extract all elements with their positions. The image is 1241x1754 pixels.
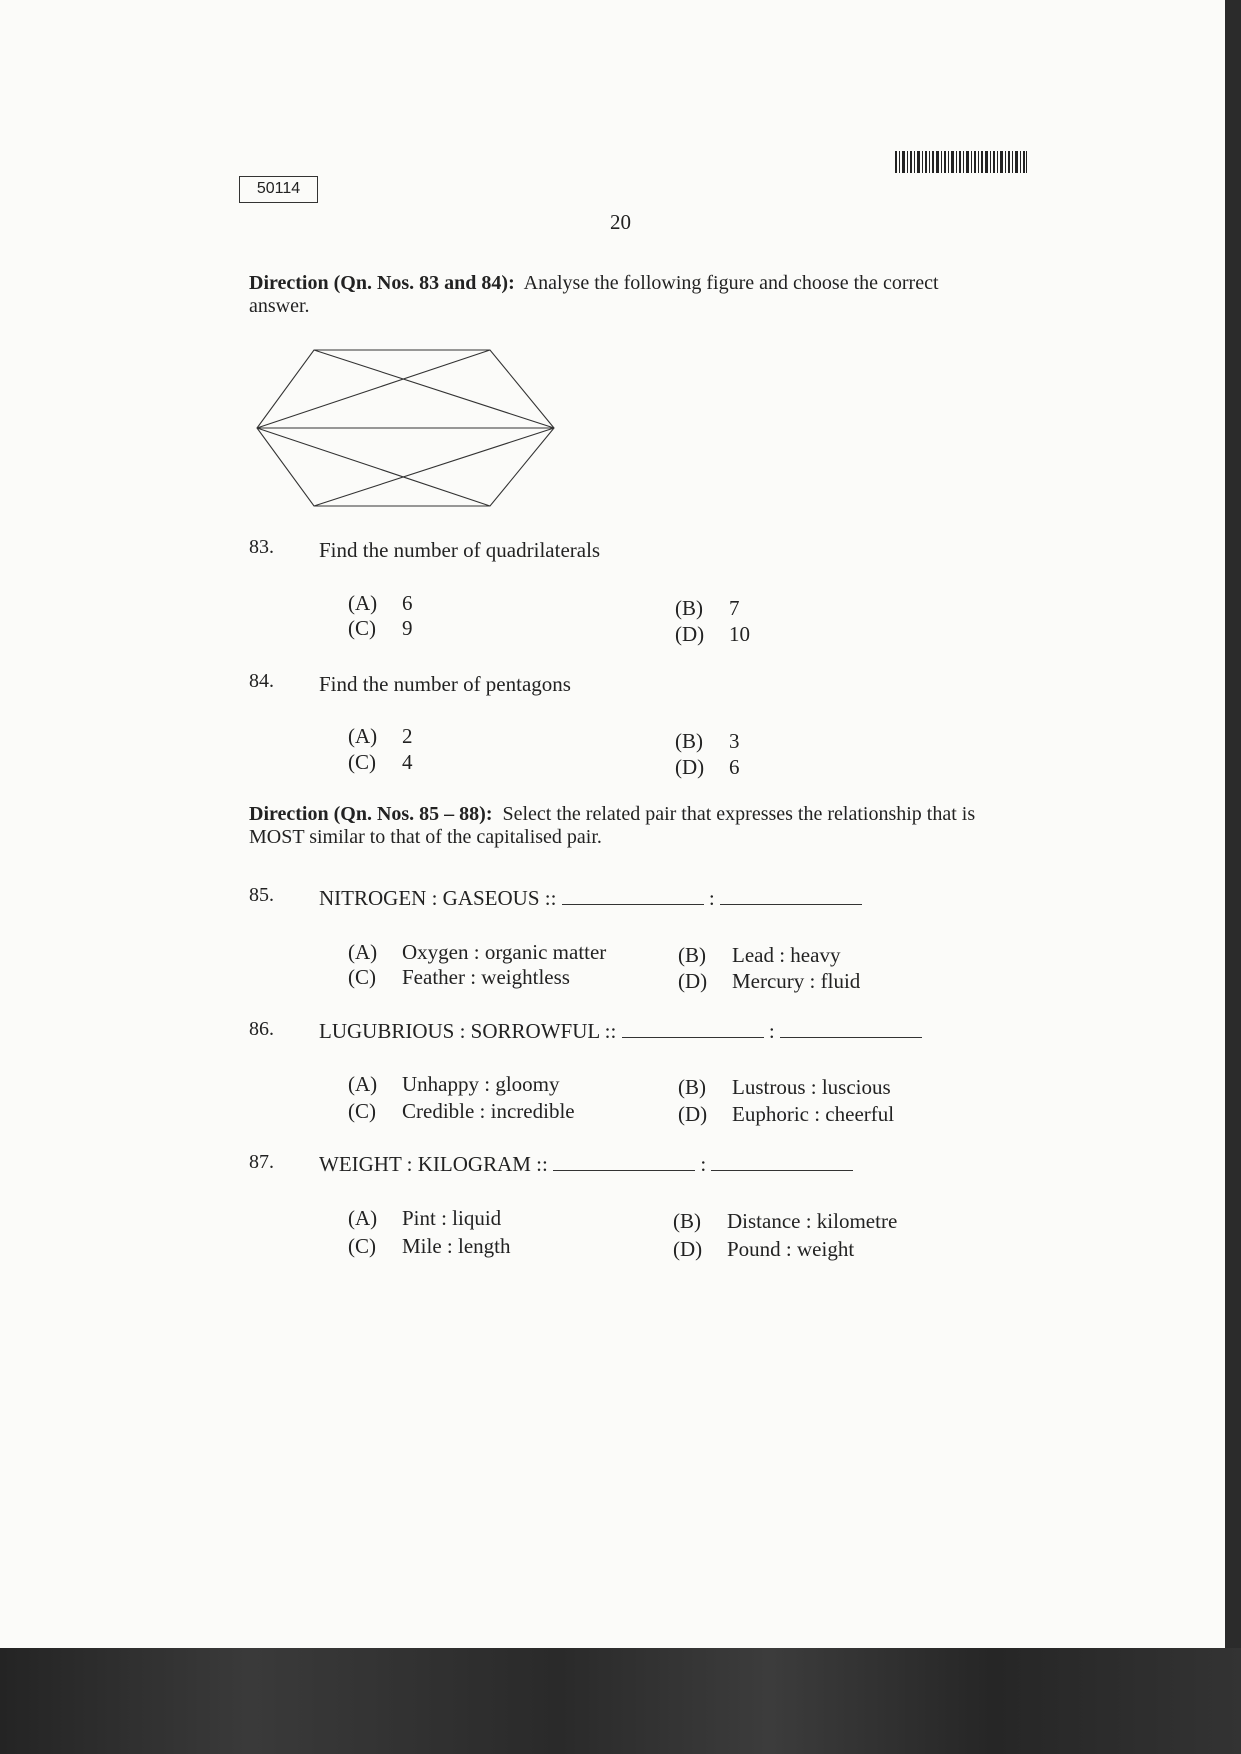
q85-option-a: (A) Oxygen : organic matter <box>348 940 607 964</box>
direction-85-88 <box>249 803 1001 849</box>
question-85-text: NITROGEN : GASEOUS :: <box>319 886 557 910</box>
question-83-number: 83. <box>249 536 274 558</box>
blank-separator: : <box>700 1152 707 1176</box>
question-87-stem <box>319 1152 853 1177</box>
answer-blank <box>553 1152 695 1171</box>
direction-lead: Direction (Qn. Nos. 85 – 88): <box>249 803 493 825</box>
direction-83-84 <box>249 272 997 318</box>
blank-separator: : <box>768 1019 775 1043</box>
q83-option-a: (A) 6 <box>348 591 413 615</box>
question-84-text: Find the number of pentagons <box>319 672 571 696</box>
hexagon-figure <box>252 346 558 510</box>
paper-code-box: 50114 <box>239 176 318 203</box>
direction-text: Analyse the following figure and choose the correct answer. <box>249 272 939 317</box>
q86-option-b: (B) Lustrous : luscious <box>678 1075 891 1099</box>
q85-option-b: (B) Lead : heavy <box>678 943 841 967</box>
answer-blank <box>562 886 704 905</box>
scanner-background <box>0 1648 1241 1754</box>
q84-option-b: (B) 3 <box>675 729 740 753</box>
q87-option-d: (D) Pound : weight <box>673 1237 855 1261</box>
barcode-icon <box>895 151 1027 173</box>
q85-option-c: (C) Feather : weightless <box>348 965 570 989</box>
q84-option-a: (A) 2 <box>348 724 413 748</box>
answer-blank <box>711 1152 853 1171</box>
page-number: 20 <box>610 210 631 234</box>
q87-option-b: (B) Distance : kilometre <box>673 1209 898 1233</box>
answer-blank <box>622 1019 764 1038</box>
q87-option-c: (C) Mile : length <box>348 1234 511 1258</box>
q84-option-d: (D) 6 <box>675 755 740 779</box>
q86-option-c: (C) Credible : incredible <box>348 1099 575 1123</box>
q83-option-b: (B) 7 <box>675 596 740 620</box>
question-87-text: WEIGHT : KILOGRAM :: <box>319 1152 548 1176</box>
direction-lead: Direction (Qn. Nos. 83 and 84): <box>249 272 515 294</box>
question-86-text: LUGUBRIOUS : SORROWFUL :: <box>319 1019 617 1043</box>
q84-option-c: (C) 4 <box>348 750 413 774</box>
direction-text: Select the related pair that expresses the relationship that is MOST similar to that of the capitalised pair. <box>249 803 976 848</box>
question-86-number: 86. <box>249 1018 274 1040</box>
question-87-number: 87. <box>249 1151 274 1173</box>
question-83-text: Find the number of quadrilaterals <box>319 538 601 562</box>
question-85-stem <box>319 886 862 911</box>
blank-separator: : <box>708 886 715 910</box>
q86-option-d: (D) Euphoric : cheerful <box>678 1102 895 1126</box>
q83-option-c: (C) 9 <box>348 616 413 640</box>
q85-option-d: (D) Mercury : fluid <box>678 969 861 993</box>
answer-blank <box>720 886 862 905</box>
answer-blank <box>780 1019 922 1038</box>
q86-option-a: (A) Unhappy : gloomy <box>348 1072 560 1096</box>
question-85-number: 85. <box>249 884 274 906</box>
q83-option-d: (D) 10 <box>675 622 750 646</box>
question-86-stem <box>319 1019 922 1044</box>
q87-option-a: (A) Pint : liquid <box>348 1206 502 1230</box>
question-84-number: 84. <box>249 670 274 692</box>
